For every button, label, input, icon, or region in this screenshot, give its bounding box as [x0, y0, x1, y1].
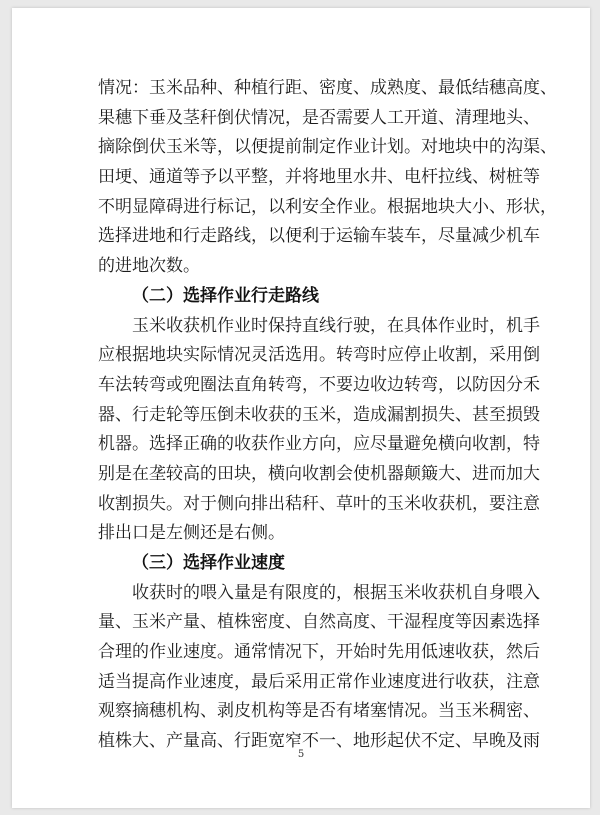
- text-line: 植株大、产量高、行距宽窄不一、地形起伏不定、早晚及雨: [98, 731, 540, 752]
- text-line: 排出口是左侧还是右侧。: [98, 523, 285, 544]
- text-line: 选择进地和行走路线，以便利于运输车装车，尽量减少机车: [98, 226, 540, 247]
- text-line: 玉米收获机作业时保持直线行驶，在具体作业时，机手: [132, 315, 540, 336]
- page-number: 5: [297, 749, 305, 760]
- text-line: 田埂、通道等予以平整，并将地里水井、电杆拉线、树桩等: [98, 167, 540, 188]
- text-line: 应根据地块实际情况灵活选用。转弯时应停止收割，采用倒: [98, 345, 540, 366]
- text-line: 摘除倒伏玉米等，以便提前制定作业计划。对地块中的沟渠、: [98, 137, 557, 158]
- section-heading: （二）选择作业行走路线: [132, 285, 319, 306]
- paragraph-site-survey: [98, 74, 557, 282]
- text-line: 量、玉米产量、植株密度、自然高度、干湿程度等因素选择: [98, 612, 540, 633]
- text-line: 别是在垄较高的田块，横向收割会使机器颠簸大、进而加大: [98, 463, 540, 484]
- text-line: 观察摘穗机构、剥皮机构等是否有堵塞情况。当玉米稠密、: [98, 701, 540, 722]
- section-route-selection: [98, 282, 540, 549]
- text-line: 机器。选择正确的收获作业方向，应尽量避免横向收割，特: [98, 434, 540, 455]
- text-line: 果穗下垂及茎秆倒伏情况，是否需要人工开道、清理地头、: [98, 107, 540, 128]
- page-content: [98, 74, 557, 757]
- document-page: [12, 8, 590, 808]
- section-heading: （三）选择作业速度: [132, 553, 285, 573]
- text-line: 不明显障碍进行标记，以利安全作业。根据地块大小、形状，: [98, 196, 557, 217]
- text-line: 合理的作业速度。通常情况下，开始时先用低速收获，然后: [98, 642, 540, 663]
- text-line: 车法转弯或兜圈法直角转弯，不要边收边转弯，以防因分禾: [98, 374, 540, 395]
- section-speed-selection: [98, 549, 540, 757]
- text-line: 适当提高作业速度，最后采用正常作业速度进行收获，注意: [98, 671, 540, 692]
- text-line: 收割损失。对于侧向排出秸秆、草叶的玉米收获机，要注意: [98, 493, 540, 514]
- text-line: 的进地次数。: [98, 256, 200, 277]
- text-line: 情况：玉米品种、种植行距、密度、成熟度、最低结穗高度、: [98, 78, 557, 98]
- text-line: 器、行走轮等压倒未收获的玉米，造成漏割损失、甚至损毁: [98, 404, 540, 425]
- text-line: 收获时的喂入量是有限度的，根据玉米收获机自身喂入: [132, 582, 540, 603]
